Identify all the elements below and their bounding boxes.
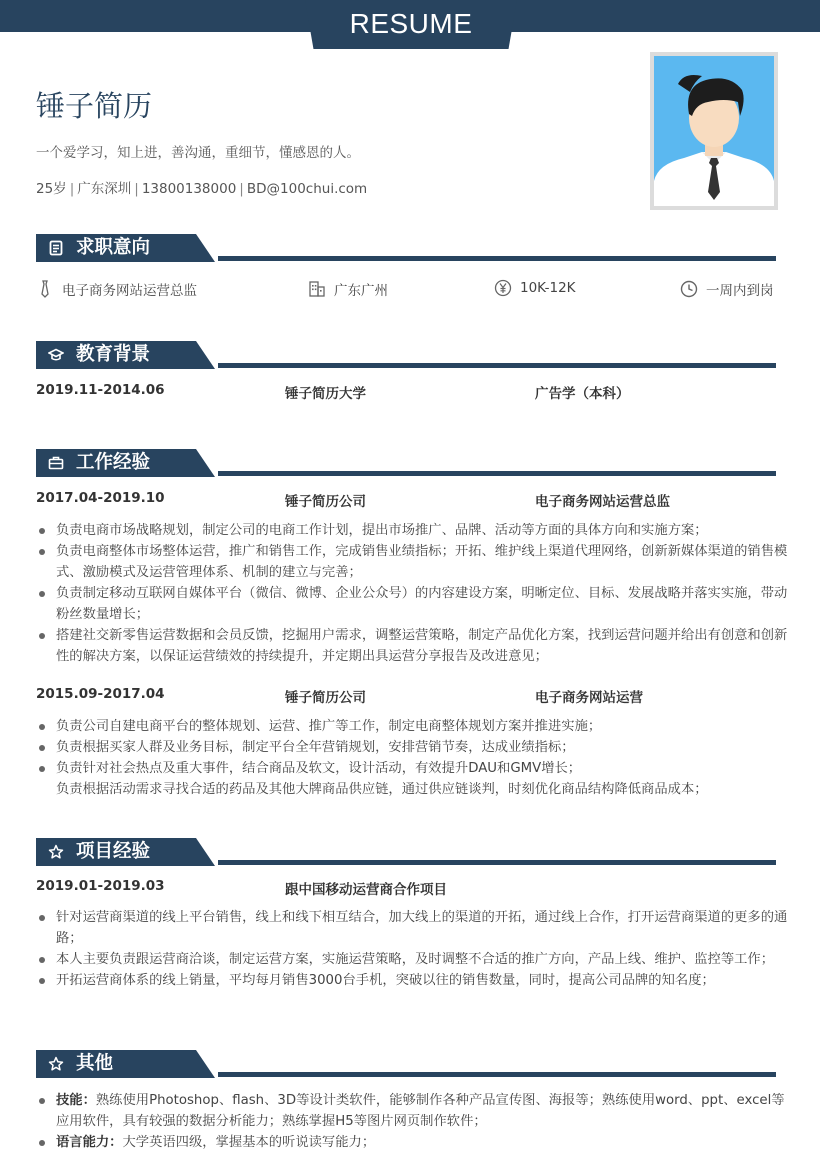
- list-item: 搭建社交新零售运营数据和会员反馈，挖掘用户需求，调整运营策略，制定产品优化方案，找到运营问题并给出有创意和创新性的解决方案，以保证运营绩效的持续提升，并定期出具运营分享报告及改进意见；: [36, 625, 788, 667]
- list-item: 负责根据活动需求寻找合适的药品及其他大牌商品供应链，通过供应链谈判，时刻优化商品结构降低商品成本；: [56, 782, 708, 797]
- profile-name: 锤子简历: [36, 89, 153, 123]
- separator: |: [239, 181, 244, 197]
- building-icon: [308, 280, 326, 298]
- section-title: 求职意向: [76, 237, 151, 258]
- other-list: [36, 1090, 788, 1153]
- list-item: 针对运营商渠道的线上平台销售，线上和线下相互结合，加大线上的渠道的开拓，通过线上合作，打开运营商渠道的更多的通路；: [36, 907, 788, 949]
- work-role: 电子商务网站运营总监: [535, 494, 670, 510]
- document-icon: [48, 240, 64, 256]
- list-item: 负责根据买家人群及业务目标，制定平台全年营销规划，安排营销节奏，达成业绩指标；: [36, 737, 788, 758]
- list-item: 负责电商整体市场整体运营，推广和销售工作，完成销售业绩指标；开拓、维护线上渠道代理网络，创新新媒体渠道的销售模式、激励模式及运营管理体系、机制的建立与完善；: [36, 541, 788, 583]
- work-period: 2015.09-2017.04: [36, 686, 165, 702]
- language-text: 大学英语四级，掌握基本的听说读写能力；: [122, 1135, 376, 1150]
- section-title: 其他: [76, 1053, 114, 1074]
- list-item: 负责针对社会热点及重大事件，结合商品及软文，设计活动，有效提升DAU和GMV增长；: [36, 758, 788, 779]
- section-title: 项目经验: [76, 841, 151, 862]
- avatar-icon: [654, 56, 774, 206]
- list-item: 负责电商市场战略规划，制定公司的电商工作计划，提出市场推广、品牌、活动等方面的具体方向和实施方案；: [36, 520, 788, 541]
- tie-icon: [36, 280, 54, 298]
- project-period: 2019.01-2019.03: [36, 878, 165, 894]
- work-period: 2017.04-2019.10: [36, 490, 165, 506]
- profile-contact: [36, 177, 367, 197]
- intent-salary: 10K-12K: [494, 279, 576, 297]
- clock-icon: [680, 280, 698, 298]
- profile-motto: 一个爱学习，知上进，善沟通，重细节，懂感恩的人。: [36, 145, 360, 161]
- list-item: 开拓运营商体系的线上销量，平均每月销售3000台手机，突破以往的销售数量，同时，提高公司品牌的知名度；: [36, 970, 788, 991]
- skills-text: 熟练使用Photoshop、flash、3D等设计类软件，能够制作各种产品宣传图、海报等；熟练使用word、ppt、excel等应用软件，具有较强的数据分析能力；熟练掌握H5等图片网页制作软件；: [56, 1093, 785, 1129]
- list-item: 负责公司自建电商平台的整体规划、运营、推广等工作，制定电商整体规划方案并推进实施；: [36, 716, 788, 737]
- separator: |: [134, 181, 139, 197]
- section-title: 教育背景: [76, 344, 151, 365]
- briefcase-icon: [48, 455, 64, 471]
- profile-phone: 13800138000: [141, 181, 237, 197]
- graduation-cap-icon: [48, 347, 64, 363]
- section-title: 工作经验: [76, 452, 151, 473]
- separator: |: [69, 181, 75, 197]
- section-header-other: [36, 1050, 778, 1078]
- education-period: 2019.11-2014.06: [36, 382, 165, 398]
- resume-title: RESUME: [349, 8, 473, 39]
- section-header-project: [36, 838, 778, 866]
- project-name: 跟中国移动运营商合作项目: [285, 882, 447, 898]
- star-icon: [48, 1056, 64, 1072]
- work-role: 电子商务网站运营: [535, 690, 643, 706]
- work-duties-list: [36, 520, 788, 667]
- work-duties-list: [36, 716, 788, 800]
- list-item-language: [36, 1132, 788, 1153]
- language-label: 语言能力：: [56, 1135, 123, 1150]
- list-item: 负责制定移动互联网自媒体平台（微信、微博、企业公众号）的内容建设方案，明晰定位、目标、发展战略并落实实施，带动粉丝数量增长；: [36, 583, 788, 625]
- section-header-education: [36, 341, 778, 369]
- yen-icon: [494, 279, 512, 297]
- section-header-intent: [36, 234, 778, 262]
- intent-availability: 一周内到岗: [680, 279, 774, 299]
- section-header-work: [36, 449, 778, 477]
- work-company: 锤子简历公司: [285, 690, 366, 706]
- skills-label: 技能：: [56, 1093, 96, 1108]
- project-duties-list: [36, 907, 788, 991]
- avatar-photo: [650, 52, 778, 210]
- education-school: 锤子简历大学: [285, 386, 366, 402]
- profile-location: 广东深圳: [77, 181, 132, 197]
- list-item-skills: [36, 1090, 788, 1132]
- education-major: 广告学（本科）: [535, 386, 630, 402]
- intent-city: 广东广州: [308, 279, 388, 299]
- list-item: 本人主要负责跟运营商洽谈，制定运营方案，实施运营策略，及时调整不合适的推广方向，产品上线、维护、监控等工作；: [36, 949, 788, 970]
- profile-email: BD@100chui.com: [246, 181, 368, 197]
- intent-position: 电子商务网站运营总监: [36, 279, 197, 299]
- star-icon: [48, 844, 64, 860]
- work-company: 锤子简历公司: [285, 494, 366, 510]
- profile-age: 25岁: [36, 181, 67, 197]
